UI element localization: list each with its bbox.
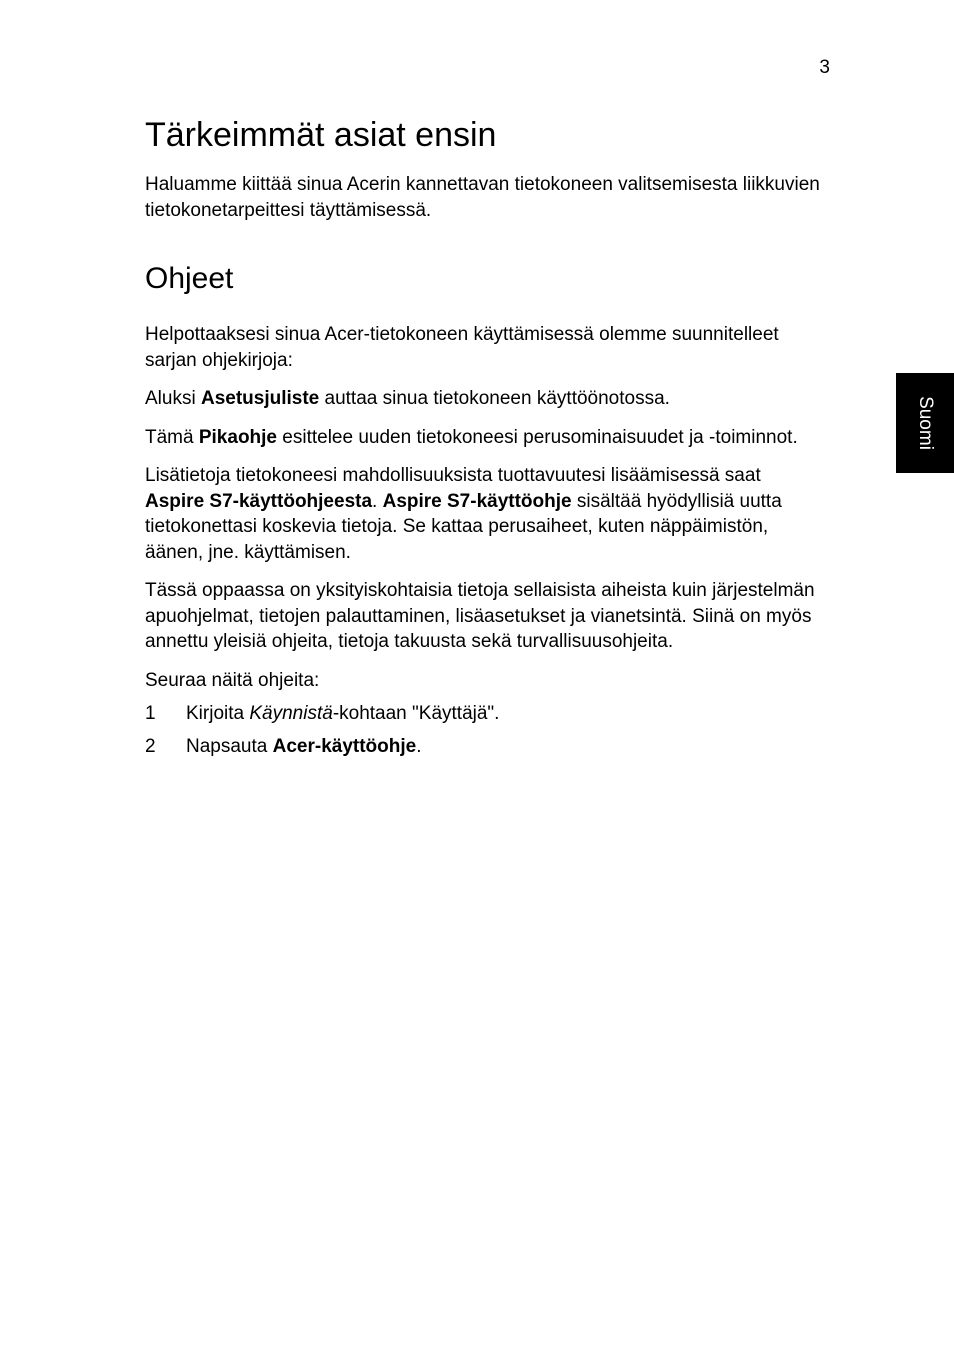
text-run: .	[416, 735, 422, 757]
section-heading: Ohjeet	[145, 262, 234, 295]
user-manual-term-2: Aspire S7-käyttöohje	[382, 490, 572, 512]
manual-topics-paragraph: Tässä oppaassa on yksityiskohtaisia tietoja sellaisista aiheista kuin järjestelmän apuohjelmat, tietojen palauttaminen, lisäasetukset ja vianetsintä. Siinä on myös annettu yleisiä ohjeita, tietoja takuusta sekä turvallisuusohjeita.	[145, 580, 815, 652]
list-item	[145, 701, 825, 727]
text-run: sisältää hyödyllisiä uutta tietokonettasi koskevia tietoja. Se kattaa perusaiheet, kuten näppäimistön, äänen, jne. käyttämisen.	[145, 490, 782, 563]
follow-steps-paragraph: Seuraa näitä ohjeita:	[145, 669, 320, 691]
text-run: Lisätietoja tietokoneesi mahdollisuuksista tuottavuutesi lisäämisessä saat	[145, 465, 761, 486]
text-run: .	[372, 490, 383, 512]
intro-paragraph: Haluamme kiittää sinua Acerin kannettavan tietokoneen valitsemisesta liikkuvien tietokonetarpeittesi täyttämisessä.	[145, 174, 820, 221]
setup-poster-paragraph	[145, 386, 825, 412]
language-side-tab	[896, 373, 954, 473]
quick-guide-term: Pikaohje	[198, 426, 278, 448]
page-number: 3	[819, 57, 830, 78]
guides-intro-paragraph: Helpottaaksesi sinua Acer-tietokoneen käyttämisessä olemme suunnitelleet sarjan ohjekirjoja:	[145, 324, 779, 371]
steps-list	[145, 701, 825, 759]
list-item	[145, 734, 825, 760]
acer-manual-term: Acer-käyttöohje	[272, 735, 417, 757]
step-number: 2	[145, 735, 156, 757]
quick-guide-paragraph	[145, 425, 825, 451]
setup-poster-term: Asetusjuliste	[200, 388, 320, 409]
text-run: Napsauta	[186, 735, 273, 757]
text-run: auttaa sinua tietokoneen käyttöönotossa.	[319, 388, 670, 409]
text-run: Tämä	[145, 426, 199, 448]
text-run: Aluksi	[145, 388, 201, 409]
user-manual-term: Aspire S7-käyttöohjeesta	[145, 490, 373, 512]
page-title: Tärkeimmät asiat ensin	[145, 116, 497, 154]
step-number: 1	[145, 703, 156, 724]
text-run: esittelee uuden tietokoneesi perusominaisuudet ja -toiminnot.	[277, 426, 798, 448]
page-content	[145, 112, 825, 766]
text-run: -kohtaan "Käyttäjä".	[332, 703, 500, 724]
text-run: Kirjoita	[186, 703, 250, 724]
user-manual-paragraph	[145, 463, 825, 565]
step-text	[186, 701, 499, 727]
language-side-tab-label: Suomi	[915, 396, 936, 450]
step-text	[186, 734, 422, 760]
start-term: Käynnistä	[249, 703, 333, 724]
